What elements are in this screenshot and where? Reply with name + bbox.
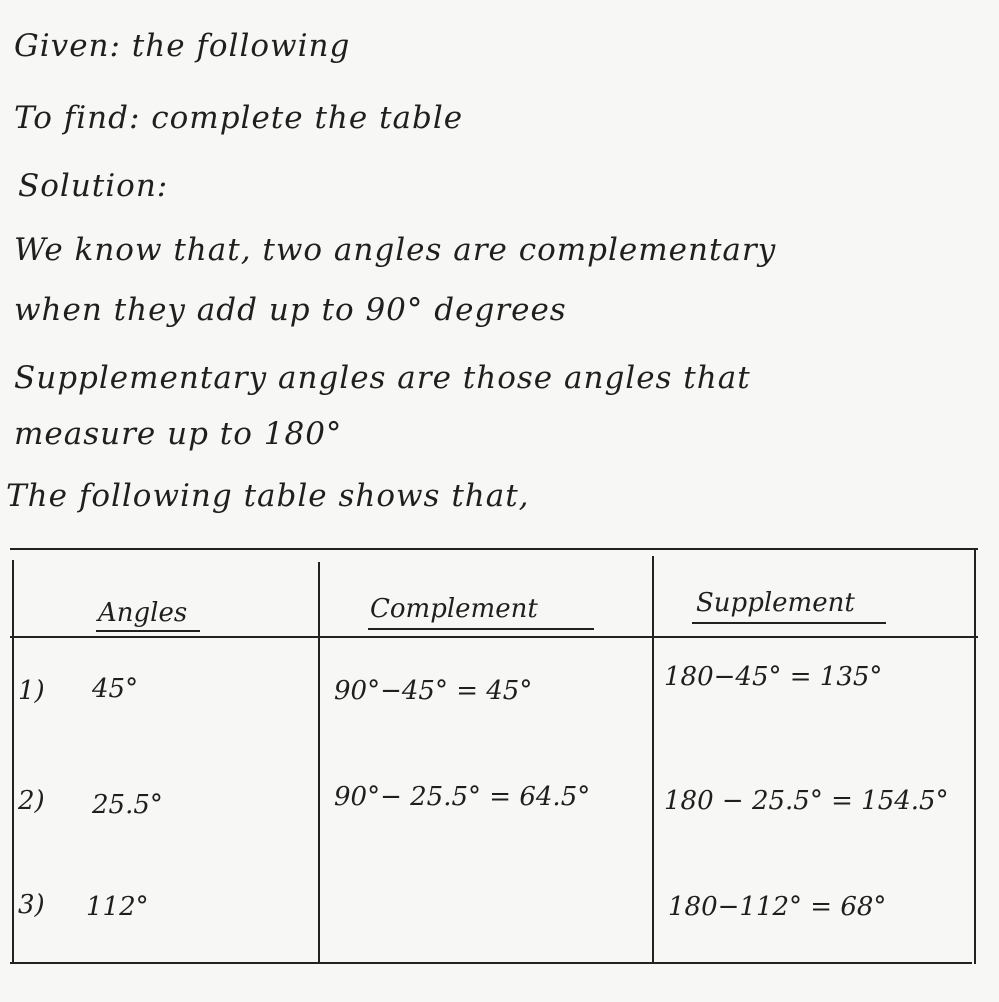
header-supplement-underline bbox=[692, 622, 886, 624]
table-bottom-border bbox=[10, 962, 972, 964]
row-1-complement: 90°−45° = 45° bbox=[334, 676, 533, 706]
given-line: Given: the following bbox=[14, 28, 351, 64]
complementary-definition-line-1: We know that, two angles are complementary bbox=[14, 232, 777, 268]
complementary-definition-line-2: when they add up to 90° degrees bbox=[14, 292, 567, 328]
header-angles-underline bbox=[96, 630, 200, 632]
row-2-supplement: 180 − 25.5° = 154.5° bbox=[664, 786, 949, 816]
row-1-angle: 45° bbox=[92, 674, 139, 704]
row-2-number: 2) bbox=[18, 786, 45, 816]
table-column-divider-1 bbox=[318, 562, 320, 962]
table-intro-line: The following table shows that, bbox=[6, 478, 530, 514]
row-3-number: 3) bbox=[18, 890, 45, 920]
table-column-divider-2 bbox=[652, 556, 654, 962]
solution-heading: Solution: bbox=[18, 168, 169, 204]
table-left-border bbox=[12, 560, 14, 964]
header-complement: Complement bbox=[370, 594, 538, 624]
supplementary-definition-line-1: Supplementary angles are those angles that bbox=[14, 360, 751, 396]
table-right-border bbox=[974, 550, 976, 964]
to-find-line: To find: complete the table bbox=[14, 100, 464, 136]
row-1-supplement: 180−45° = 135° bbox=[664, 662, 883, 692]
table-top-border bbox=[10, 548, 978, 550]
row-1-number: 1) bbox=[18, 676, 45, 706]
table-header-divider bbox=[10, 636, 978, 638]
row-2-complement: 90°− 25.5° = 64.5° bbox=[334, 782, 591, 812]
row-3-angle: 112° bbox=[86, 892, 149, 922]
row-2-angle: 25.5° bbox=[92, 790, 163, 820]
header-angles: Angles bbox=[98, 598, 188, 628]
supplementary-definition-line-2: measure up to 180° bbox=[14, 416, 343, 452]
header-supplement: Supplement bbox=[696, 588, 855, 618]
header-complement-underline bbox=[368, 628, 594, 630]
row-3-supplement: 180−112° = 68° bbox=[668, 892, 887, 922]
